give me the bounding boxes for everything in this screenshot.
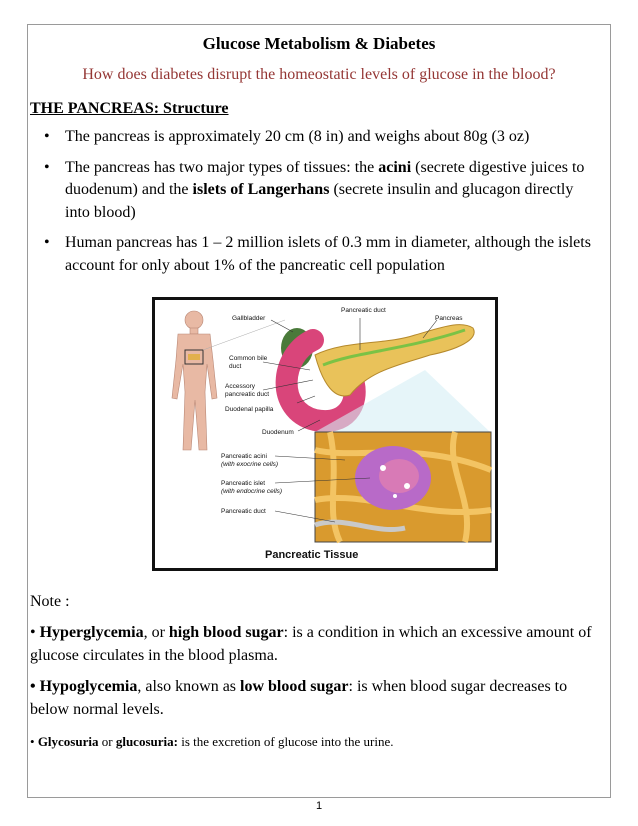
figure-caption: Pancreatic Tissue (265, 549, 359, 561)
note-hyperglycemia: • Hyperglycemia, or high blood sugar: is a condition in which an excessive amount of glucose circulates in the blood plasma. (30, 624, 592, 664)
document-title: Glucose Metabolism & Diabetes (202, 34, 436, 53)
label-pancreatic-islet: Pancreatic islet (221, 480, 266, 487)
label-duodenal-papilla: Duodenal papilla (225, 406, 274, 413)
label-accessory: Accessory (225, 383, 255, 390)
section-heading: THE PANCREAS: Structure (30, 100, 229, 117)
label-pancreatic-duct: Pancreatic duct (341, 307, 386, 314)
pancreas-anatomy-figure (152, 297, 498, 571)
label-gallbladder: Gallbladder (232, 315, 266, 322)
list-item: • The pancreas has two major types of tissues: the acini (secrete digestive juices to duodenum) and the islets of Langerhans (secrete insulin and glucagon directly into blood) (30, 157, 600, 225)
page-number: 1 (315, 800, 323, 812)
list-item: • Human pancreas has 1 – 2 million islets of 0.3 mm in diameter, although the islets account for only about 1% of the pancreatic cell population (30, 232, 600, 277)
label-accessory-duct: pancreatic duct (225, 391, 270, 398)
guiding-question: How does diabetes disrupt the homeostatic levels of glucose in the blood? (82, 66, 556, 83)
label-common-bile-duct: duct (229, 363, 242, 370)
note-hypoglycemia: • Hypoglycemia, also known as low blood sugar: is when blood sugar decreases to below normal levels. (30, 678, 568, 718)
pancreas-facts-list (30, 126, 600, 285)
label-pancreatic-duct-tissue: Pancreatic duct (221, 508, 266, 515)
label-common-bile: Common bile (229, 355, 268, 362)
label-endocrine-cells: (with endocrine cells) (221, 488, 283, 495)
label-duodenum: Duodenum (262, 429, 294, 436)
note-intro: Note : (30, 593, 70, 610)
list-item: • The pancreas is approximately 20 cm (8 in) and weighs about 80g (3 oz) (30, 126, 600, 149)
label-pancreatic-acini: Pancreatic acini (221, 453, 267, 460)
note-glycosuria: • Glycosuria or glucosuria: is the excretion of glucose into the urine. (30, 734, 394, 749)
label-exocrine-cells: (with exocrine cells) (221, 461, 279, 468)
label-pancreas: Pancreas (435, 315, 463, 322)
pancreatic-tissue-inset (315, 432, 491, 542)
human-body-illustration (172, 311, 217, 450)
